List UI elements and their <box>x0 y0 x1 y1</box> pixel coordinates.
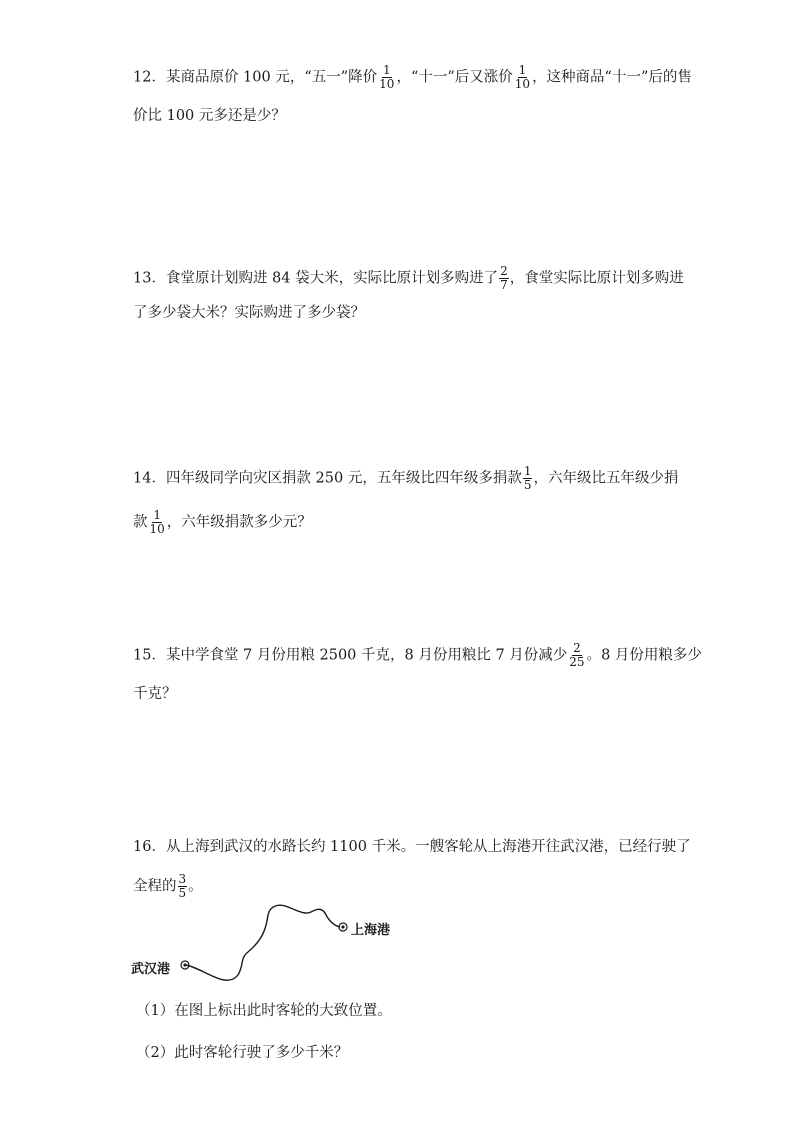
question-15-line-2: 千克？ <box>133 686 177 702</box>
route-map[interactable] <box>128 900 428 985</box>
question-14-line-1: 14．四年级同学向灾区捐款 250 元，五年级比四年级多捐款 $\frac{1}{5}$ ，六年级比五年级少捐 <box>133 464 679 492</box>
fraction: $\frac{1}{10}$ <box>379 63 395 91</box>
fraction: $\frac{1}{10}$ <box>514 63 531 91</box>
shanghai-port-label: 上海港 <box>351 923 391 938</box>
fraction: $\frac{1}{5}$ <box>523 464 532 492</box>
question-12-line-2: 价比 100 元多还是少？ <box>133 108 286 124</box>
sub-question-1: （1）在图上标出此时客轮的大致位置。 <box>136 1003 392 1019</box>
question-13-line-2: 了多少袋大米？实际购进了多少袋？ <box>133 305 365 321</box>
fraction: $\frac{2}{7}$ <box>500 264 508 292</box>
fraction: $\frac{1}{10}$ <box>149 508 165 536</box>
question-15-line-1: 15．某中学食堂 7 月份用粮 2500 千克，8 月份用粮比 7 月份减少 $\frac{2}{25}$ 。8 月份用粮多少 <box>133 641 702 669</box>
question-16-line-2: 全程的 $\frac{3}{5}$ 。 <box>133 872 203 900</box>
question-13-line-1: 13．食堂原计划购进 84 袋大米，实际比原计划多购进了 $\frac{2}{7}$ ，食堂实际比原计划多购进 <box>133 264 684 292</box>
question-14-line-2: 款 $\frac{1}{10}$ ，六年级捐款多少元？ <box>133 508 312 536</box>
shanghai-port-icon <box>339 923 347 931</box>
river-route <box>128 900 428 985</box>
question-12-line-1: 12．某商品原价 100 元，“五一”降价 $\frac{1}{10}$ ，“十一”后又涨价 $\frac{1}{10}$ ，这种商品“十一”后的售 <box>133 63 692 91</box>
fraction: $\frac{3}{5}$ <box>178 872 187 900</box>
fraction: $\frac{2}{25}$ <box>569 641 585 669</box>
river-path <box>186 905 340 980</box>
sub-question-2: （2）此时客轮行驶了多少千米？ <box>136 1045 349 1061</box>
question-16-line-1: 16．从上海到武汉的水路长约 1100 千米。一艘客轮从上海港开往武汉港，已经行驶了 <box>133 839 691 855</box>
wuhan-port-label: 武汉港 <box>131 962 171 977</box>
